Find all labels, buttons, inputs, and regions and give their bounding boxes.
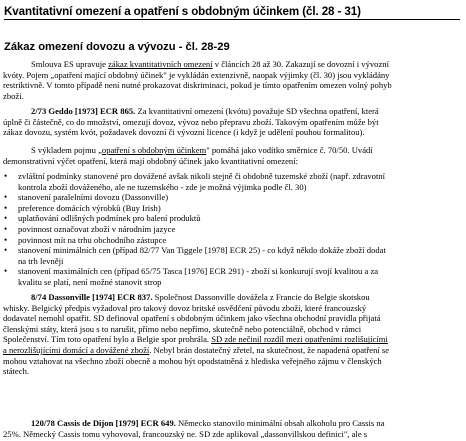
list-item-text: zvláštní podmínky stanovené pro dovážené avšak nikoli stejně či obdobně tuzemské zboží (např. zdravotní [18, 171, 386, 181]
list-item [0, 192, 462, 203]
case-citation: 2/73 Geddo [1973] ECR 865. [31, 106, 136, 116]
paragraph-measures [3, 145, 464, 166]
text-line: úplně či částečně, co do množství, omezují dovoz, vývoz nebo přepravu zboží. Takovým opatřením může být [3, 116, 379, 127]
text-line: zákaz dovozu, systém kvót, požadavek dovozní či vývozní licence (i když je udělení pouhou formalitou). [3, 127, 365, 138]
text: " pomáhá jako vodítko směrnice č. 70/50. Uvádí [206, 145, 373, 155]
paragraph-geddo [3, 106, 464, 138]
measures-list [0, 171, 462, 288]
list-item-text: stanovení minimálních cen (případ 82/77 Van Tiggele [1978] ECR 25) - co když někdo dokáže zboží dodat [18, 245, 386, 256]
text: Společenství. Tím toto opatření bylo a Belgie spor prohrála. [3, 334, 212, 345]
list-item-text: povinnost mít na trhu obchodního zástupce [18, 234, 167, 245]
section-heading: Kvantitativní omezení a opatření s obdobným účinkem (čl. 28 - 31) [4, 5, 361, 18]
underlined-text: opatření s obdobným účinkem [101, 145, 207, 155]
text: Německo stanovilo minimální obsah alkoholu pro Cassis na [175, 418, 385, 428]
text: Za kvantitativní omezení (kvótu) považuje SD všechna opatření, která [135, 106, 379, 116]
text-line: mohou vztahovat na všechno zboží obecně a mohou být opodstatněná z hlediska veřejného zájmu v členských [3, 355, 382, 366]
list-item-text: uplatňování odlišných podmínek pro balení produktů [18, 213, 201, 224]
underlined-text: SD zde nečinil rozdíl mezi opatřeními rozlišujícími [211, 334, 388, 345]
text: . Nebyl brán dostatečný zřetel, na skutečnost, že napadená opatření se [149, 344, 390, 355]
list-item-text: kvalitu se platí, není možné stanovit strop [18, 276, 162, 287]
bullet-icon: • [4, 202, 8, 213]
bullet-icon: • [4, 171, 8, 181]
list-item [0, 235, 462, 246]
text-line: kvóty. Pojem „opatření mající obdobný účinek" je vykládán extenzivně, naopak výjimky (čl. 30) jsou vykládány [3, 69, 390, 80]
text-line: zboží. [3, 90, 24, 101]
text-line: členskými státy, která jsou s to narušit, přímo nebo nepřímo, skutečně nebo potenciálně, obchod v rámci [3, 323, 362, 334]
text: Společnost Dassonville dovážela z Francie do Belgie skotskou [152, 292, 370, 302]
list-item [0, 224, 462, 235]
list-item [0, 213, 462, 224]
subsection-heading: Zákaz omezení dovozu a vývozu - čl. 28-29 [4, 41, 230, 53]
underlined-text: a nerozlišujícími domácí a dovážené zboží [3, 344, 150, 355]
paragraph-intro [3, 59, 464, 101]
list-item [0, 245, 462, 266]
underlined-text: zákaz kvantitativních omezení [108, 59, 213, 69]
text: v článcích 28 až 30. Zakazují se dovozní i vývozní [212, 59, 389, 69]
bullet-icon: • [4, 223, 8, 234]
paragraph-cassis [3, 418, 464, 439]
paragraph-dassonville [3, 292, 464, 377]
list-item-text: stanovení maximálních cen (případ 65/75 Tasca [1976] ECR 291) - zboží si konkurují svojí kvalitou a za [18, 266, 379, 277]
list-item-text: povinnost označovat zboží v národním jazyce [18, 223, 176, 234]
case-citation: 8/74 Dassonville [1974] ECR 837. [31, 292, 153, 302]
list-item-text: na trh levněji [18, 255, 64, 266]
text-line: dodavatel nemohl opatřit. SD definoval opatření s obdobným účinkem jako všechna obchodní pravidla přijatá [3, 313, 381, 324]
list-item [0, 266, 462, 287]
text-line: 25%. Německý Cassis tomu vyhovoval, francouzský ne. SD zde aplikoval „dassonvillskou definici", ale s [3, 428, 368, 439]
list-item [0, 171, 462, 192]
bullet-icon: • [4, 266, 8, 277]
case-citation: 120/78 Cassis de Dijon [1979] ECR 649. [31, 418, 176, 428]
list-item-text: kontrola zboží dováženého, ale ne tuzemského - zde je možná výjimka podle čl. 30) [18, 181, 307, 192]
list-item [0, 203, 462, 214]
bullet-icon: • [4, 192, 8, 203]
bullet-icon: • [4, 234, 8, 245]
text-line: demonstrativní výčet opatření, která mají obdobný účinek jako kvantitativní omezení: [3, 155, 298, 166]
bullet-icon: • [4, 245, 8, 256]
text: Smlouva ES upravuje [31, 59, 109, 69]
heading-underline [4, 19, 460, 20]
text-line: whisky. Belgický předpis vyžadoval pro takový dovoz britské osvědčení původu zboží, které francouzský [3, 302, 367, 313]
list-item-text: preference domácích výrobků (Buy Irish) [18, 202, 161, 213]
text: S výkladem pojmu „ [31, 145, 102, 155]
bullet-icon: • [4, 213, 8, 224]
list-item-text: stanovení paralelními dovozu (Dassonville) [18, 192, 169, 203]
text-line: státech. [3, 366, 30, 377]
text-line: restriktivně. V tomto případě není nutné prokazovat diskriminaci, pokud je tímto opatřením omezen volný pohyb [3, 80, 392, 91]
